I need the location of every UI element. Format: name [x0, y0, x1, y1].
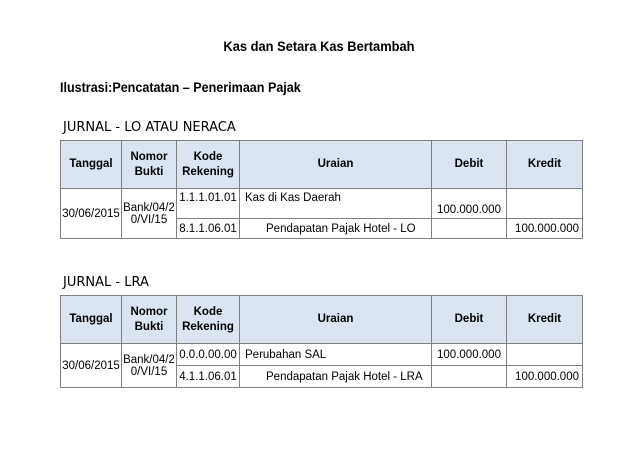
credit-cell — [507, 189, 583, 219]
credit-cell: 100.000.000 — [507, 366, 583, 388]
table-row — [61, 344, 583, 366]
credit-cell — [507, 344, 583, 366]
col-header-nomor-bukti: Nomor Bukti — [122, 141, 177, 189]
col-header-uraian: Uraian — [240, 141, 432, 189]
table-row — [61, 189, 583, 219]
journal-lo-table — [60, 140, 583, 239]
journal-lo-heading: JURNAL - LO ATAU NERACA — [63, 120, 236, 135]
col-header-debit: Debit — [432, 141, 507, 189]
table-header-row — [61, 296, 583, 344]
credit-cell: 100.000.000 — [507, 219, 583, 239]
journal-lra-heading: JURNAL - LRA — [63, 275, 149, 290]
account-code-cell: 1.1.1.01.01 — [177, 189, 240, 219]
col-header-uraian: Uraian — [240, 296, 432, 344]
date-cell: 30/06/2015 — [61, 189, 122, 239]
col-header-nomor-bukti: Nomor Bukti — [122, 296, 177, 344]
date-cell: 30/06/2015 — [61, 344, 122, 388]
col-header-tanggal: Tanggal — [61, 141, 122, 189]
table-header-row — [61, 141, 583, 189]
debit-cell: 100.000.000 — [432, 189, 507, 219]
description-cell: Pendapatan Pajak Hotel - LO — [240, 219, 432, 239]
col-header-debit: Debit — [432, 296, 507, 344]
proof-cell: Bank/04/2 0/VI/15 — [122, 189, 177, 239]
page-subtitle: Ilustrasi:Pencatatan – Penerimaan Pajak — [60, 80, 301, 95]
account-code-cell: 0.0.0.00.00 — [177, 344, 240, 366]
debit-cell — [432, 366, 507, 388]
page-title: Kas dan Setara Kas Bertambah — [223, 38, 415, 54]
col-header-kredit: Kredit — [507, 141, 583, 189]
col-header-kode-rekening: Kode Rekening — [177, 141, 240, 189]
proof-cell: Bank/04/2 0/VI/15 — [122, 344, 177, 388]
journal-lra-table — [60, 295, 583, 388]
account-code-cell: 4.1.1.06.01 — [177, 366, 240, 388]
debit-cell — [432, 219, 507, 239]
col-header-tanggal: Tanggal — [61, 296, 122, 344]
col-header-kode-rekening: Kode Rekening — [177, 296, 240, 344]
col-header-kredit: Kredit — [507, 296, 583, 344]
debit-cell: 100.000.000 — [432, 344, 507, 366]
account-code-cell: 8.1.1.06.01 — [177, 219, 240, 239]
description-cell: Pendapatan Pajak Hotel - LRA — [240, 366, 432, 388]
description-cell: Perubahan SAL — [240, 344, 432, 366]
description-cell: Kas di Kas Daerah — [240, 189, 432, 219]
